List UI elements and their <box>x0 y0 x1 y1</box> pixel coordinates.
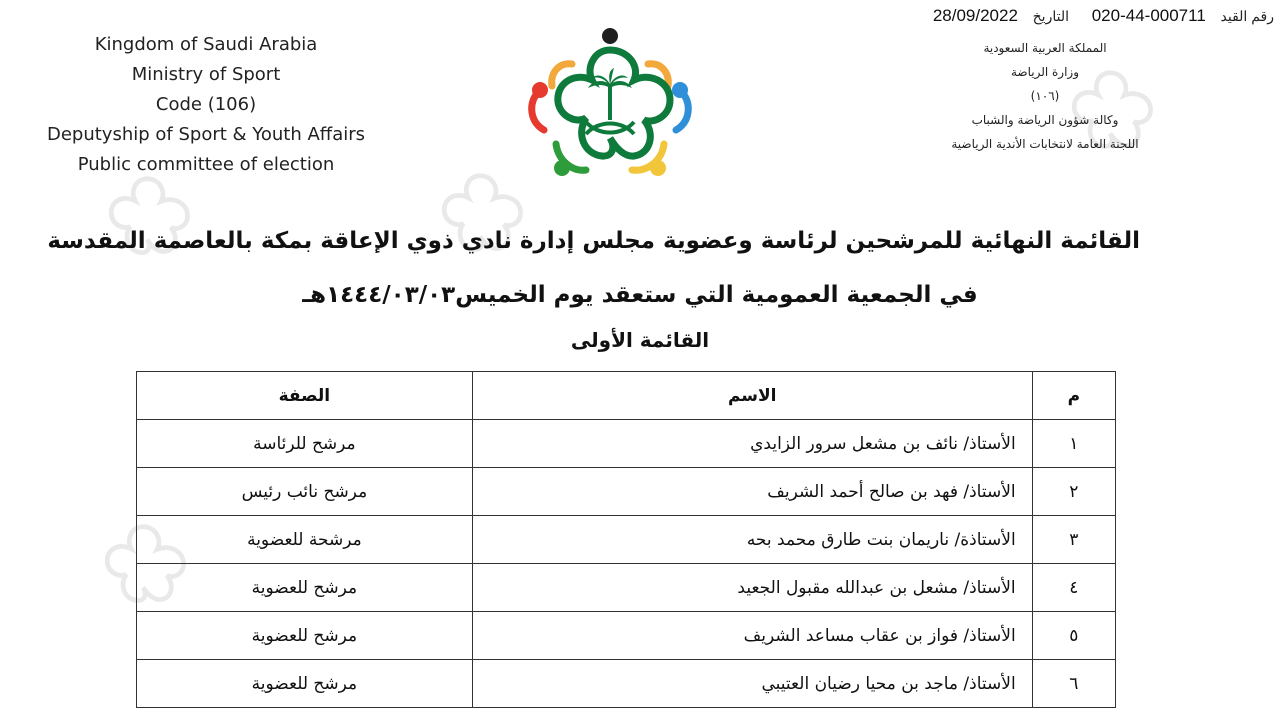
candidate-role: مرشح نائب رئيس <box>137 468 473 516</box>
ministry-logo-icon <box>520 22 700 190</box>
english-header <box>26 30 386 180</box>
candidate-role: مرشح للعضوية <box>137 660 473 708</box>
arabic-line-code: (١٠٦) <box>1030 89 1060 103</box>
table-header-row <box>137 372 1116 420</box>
candidate-name: الأستاذة/ ناريمان بنت طارق محمد بحه <box>472 516 1032 564</box>
row-number: ٦ <box>1032 660 1115 708</box>
date-value: 28/09/2022 <box>932 6 1018 25</box>
english-line-deputyship: Deputyship of Sport & Youth Affairs <box>46 124 366 145</box>
row-number: ٢ <box>1032 468 1115 516</box>
candidate-name: الأستاذ/ ماجد بن محيا رضيان العتيبي <box>472 660 1032 708</box>
table-row <box>137 660 1116 708</box>
header-number: م <box>1032 372 1115 420</box>
candidates-table <box>136 371 1116 708</box>
table-row <box>137 468 1116 516</box>
arabic-line-ministry: وزارة الرياضة <box>1010 65 1080 79</box>
ref-label: رقم القيد <box>1220 8 1274 24</box>
table-row <box>137 564 1116 612</box>
document-subtitle: في الجمعية العمومية التي ستعقد يوم الخميس١٤٤٤/٠٣/٠٣هـ <box>302 282 978 308</box>
candidate-role: مرشح للعضوية <box>137 612 473 660</box>
date-label: التاريخ <box>1032 8 1069 24</box>
english-line-committee: Public committee of election <box>77 154 335 175</box>
reference-line <box>933 6 1274 26</box>
arabic-line-deputyship: وكالة شؤون الرياضة والشباب <box>971 113 1119 127</box>
candidate-name: الأستاذ/ مشعل بن عبدالله مقبول الجعيد <box>472 564 1032 612</box>
row-number: ١ <box>1032 420 1115 468</box>
table-row <box>137 516 1116 564</box>
header-name: الاسم <box>472 372 1032 420</box>
candidate-name: الأستاذ/ فواز بن عقاب مساعد الشريف <box>472 612 1032 660</box>
list-title: القائمة الأولى <box>570 328 710 352</box>
row-number: ٤ <box>1032 564 1115 612</box>
english-line-code: Code (106) <box>155 94 257 115</box>
row-number: ٣ <box>1032 516 1115 564</box>
candidate-role: مرشحة للعضوية <box>137 516 473 564</box>
table-row <box>137 612 1116 660</box>
header-role: الصفة <box>137 372 473 420</box>
arabic-header <box>910 36 1180 156</box>
candidate-role: مرشح للعضوية <box>137 564 473 612</box>
arabic-line-committee: اللجنة العامة لانتخابات الأندية الرياضية <box>951 137 1139 151</box>
english-line-ministry: Ministry of Sport <box>131 64 281 85</box>
row-number: ٥ <box>1032 612 1115 660</box>
document-title: القائمة النهائية للمرشحين لرئاسة وعضوية مجلس إدارة نادي ذوي الإعاقة بمكة بالعاصمة المقدسة <box>47 228 1140 254</box>
english-line-country: Kingdom of Saudi Arabia <box>94 34 318 55</box>
candidate-name: الأستاذ/ نائف بن مشعل سرور الزايدي <box>472 420 1032 468</box>
candidate-name: الأستاذ/ فهد بن صالح أحمد الشريف <box>472 468 1032 516</box>
arabic-line-country: المملكة العربية السعودية <box>983 41 1107 55</box>
ref-value: 020-44-000711 <box>1091 6 1206 25</box>
table-row <box>137 420 1116 468</box>
candidate-role: مرشح للرئاسة <box>137 420 473 468</box>
